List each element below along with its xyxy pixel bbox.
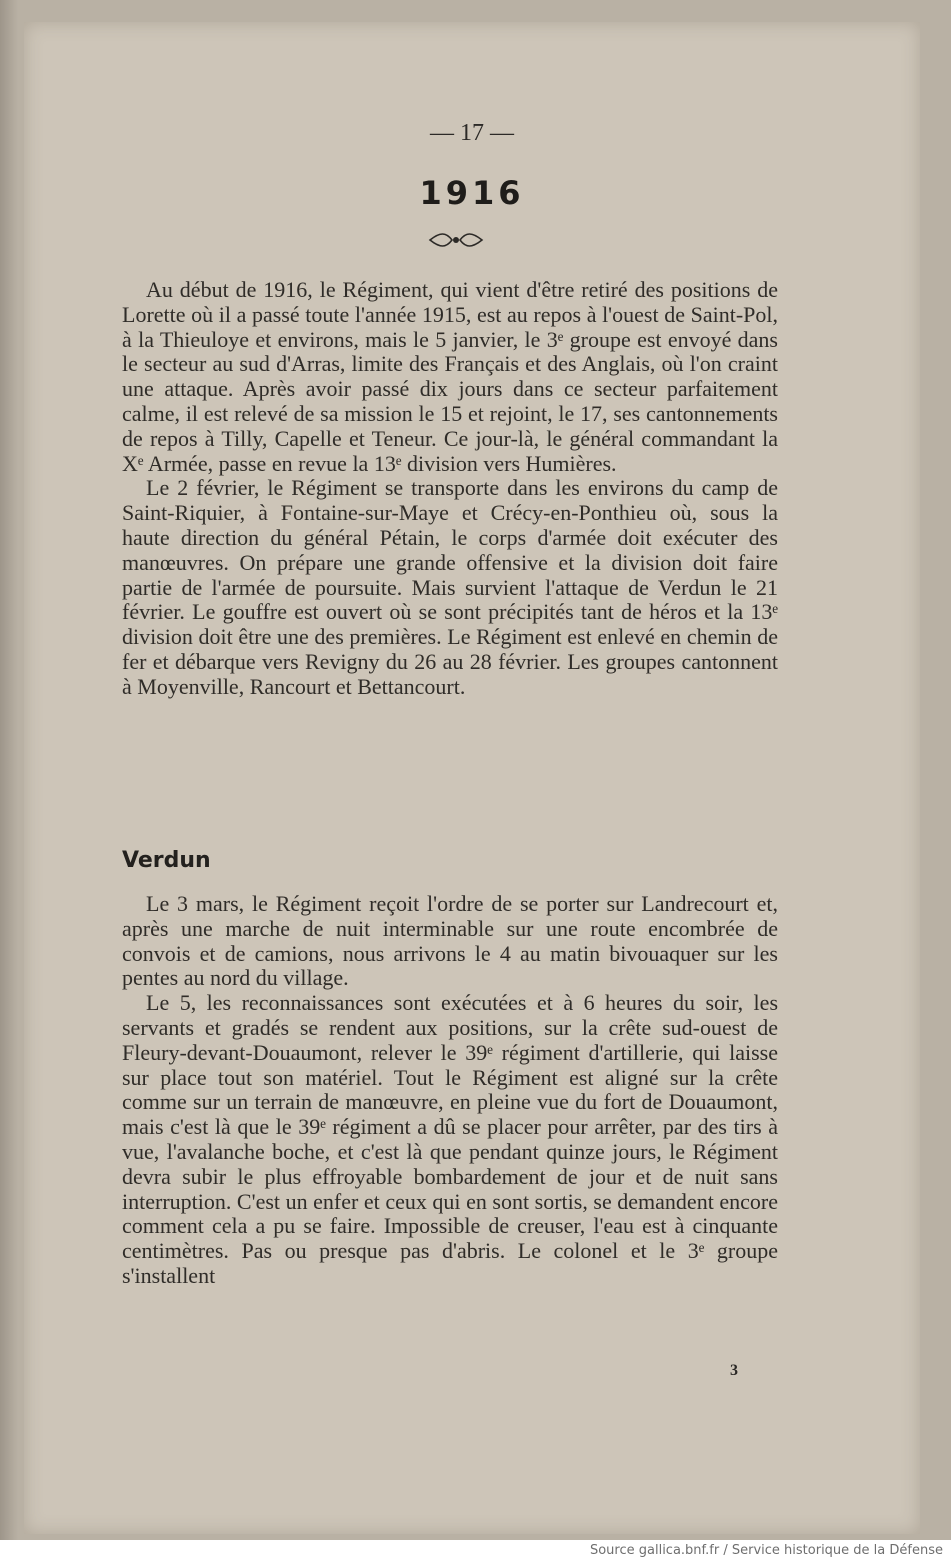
paragraph: Le 2 février, le Régiment se transporte dans les environs du camp de Saint-Riquier, à Fontaine-sur-Maye et Crécy-en-Ponthieu où, sous la haute direction du général Pétain, le corps d'armée doit exécuter des manœuvres. On prépare une grande offensive et la division doit faire partie de l'armée de poursuite. Mais survient l'attaque de Verdun le 21 février. Le gouffre est ouvert où se sont précipités tant de héros et la 13ᵉ division doit être une des premières. Le Régiment est enlevé en chemin de fer et débarque vers Revigny du 26 au 28 février. Les groupes cantonnent à Moyenville, Rancourt et Bettancourt. xyxy=(122,475,778,699)
page-number: — 17 — xyxy=(430,120,514,146)
paragraph: Au début de 1916, le Régiment, qui vient d'être retiré des positions de Lorette où il a passé toute l'année 1915, est au repos à l'ouest de Saint-Pol, à la Thieuloye et environs, mais le 5 janvier, le 3ᵉ groupe est envoyé dans le secteur au sud d'Arras, limite des Français et des Anglais, où l'on craint une attaque. Après avoir passé dix jours dans ce secteur parfaitement calme, il est relevé de sa mission le 15 et rejoint, le 17, ses cantonnements de repos à Tilly, Capelle et Teneur. Ce jour-là, le général commandant la Xᵉ Armée, passe en revue la 13ᵉ division vers Humières. xyxy=(122,277,778,476)
paragraph: Le 3 mars, le Régiment reçoit l'ordre de se porter sur Landrecourt et, après une marche de nuit interminable sur une route encombrée de convois et de camions, nous arrivons le 4 au matin bivouaquer sur les pentes au nord du village. xyxy=(122,891,778,991)
book-page xyxy=(24,22,920,1534)
paragraph: Le 5, les reconnaissances sont exécutées et à 6 heures du soir, les servants et gradés se rendent aux positions, sur la crête sud-ouest de Fleury-devant-Douaumont, relever le 39ᵉ régiment d'artillerie, qui laisse sur place tout son matériel. Tout le Régiment est aligné sur la crête comme sur un terrain de manœuvre, en pleine vue du fort de Douaumont, mais c'est là que le 39ᵉ régiment a dû se placer pour arrêter, par des tirs à vue, l'avalanche boche, et c'est là que pendant quinze jours, le Régiment devra subir le plus effroyable bombardement de jour et de nuit sans interruption. C'est un enfer et ceux qui en sont sortis, se demandent encore comment cela a pu se faire. Impossible de creuser, l'eau est à cinquante centimètres. Pas ou presque pas d'abris. Le colonel et le 3ᵉ groupe s'installent xyxy=(122,990,778,1288)
source-credit: Source gallica.bnf.fr / Service historique de la Défense xyxy=(589,1543,943,1558)
verdun-text-block xyxy=(122,892,778,1289)
page-edge xyxy=(0,0,18,1540)
chapter-title: 1916 xyxy=(419,174,525,212)
signature-mark: 3 xyxy=(730,1362,738,1379)
intro-text-block xyxy=(122,278,778,700)
fleuron-ornament-icon xyxy=(426,228,486,252)
section-heading: Verdun xyxy=(122,848,211,873)
